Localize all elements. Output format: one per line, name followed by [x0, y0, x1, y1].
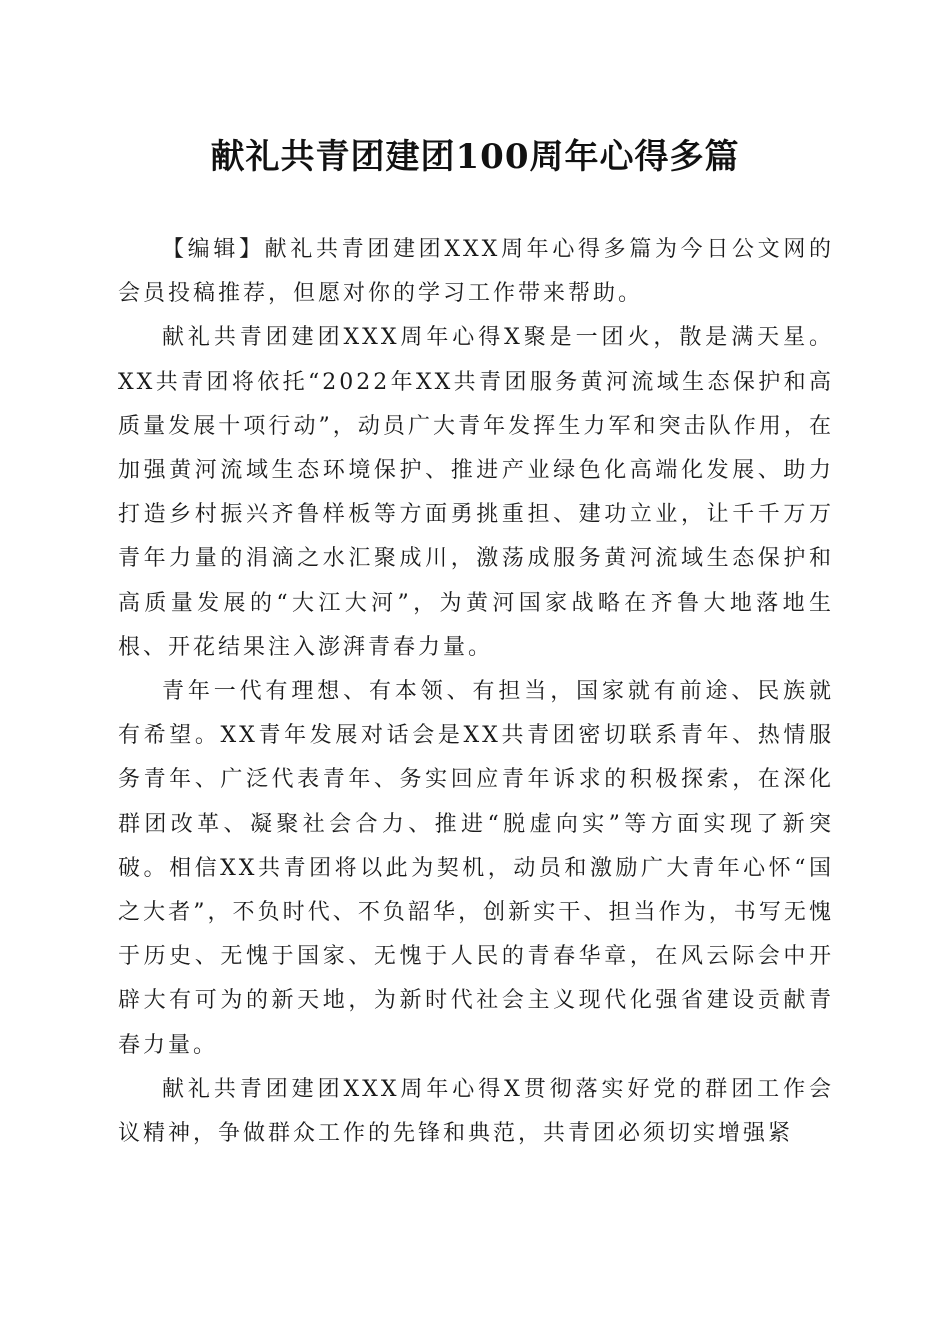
document-title: 献礼共青团建团100周年心得多篇: [210, 137, 740, 177]
paragraph-youth-dialogue: 青年一代有理想、有本领、有担当，国家就有前途、民族就有希望。XX青年发展对话会是XX共青团密切联系青年、热情服务青年、广泛代表青年、务实回应青年诉求的积极探索，在深化群团改革、凝聚社会合力、推进“脱虚向实”等方面实现了新突破。相信XX共青团将以此为契机，动员和激励广大青年心怀“国之大者”，不负时代、不负韶华，创新实干、担当作为，书写无愧于历史、无愧于国家、无愧于人民的青春华章，在风云际会中开辟大有可为的新天地，为新时代社会主义现代化强省建设贡献青春力量。: [118, 679, 834, 1058]
paragraph-editor-note: 【编辑】献礼共青团建团XXX周年心得多篇为今日公文网的会员投稿推荐，但愿对你的学习工作带来帮助。: [118, 237, 834, 307]
paragraph-yellow-river: 献礼共青团建团XXX周年心得X聚是一团火，散是满天星。XX共青团将依托“2022年XX共青团服务黄河流域生态保护和高质量发展十项行动”，动员广大青年发挥生力军和突击队作用，在加强黄河流域生态环境保护、推进产业绿色化高端化发展、助力打造乡村振兴齐鲁样板等方面勇挑重担、建功立业，让千千万万青年力量的涓滴之水汇聚成川，激荡成服务黄河流域生态保护和高质量发展的“大江大河”，为黄河国家战略在齐鲁大地落地生根、开花结果注入澎湃青春力量。: [118, 325, 834, 660]
document-body: [118, 228, 834, 1156]
paragraph-mass-work: 献礼共青团建团XXX周年心得X贯彻落实好党的群团工作会议精神，争做群众工作的先锋和典范，共青团必须切实增强紧: [118, 1076, 834, 1147]
